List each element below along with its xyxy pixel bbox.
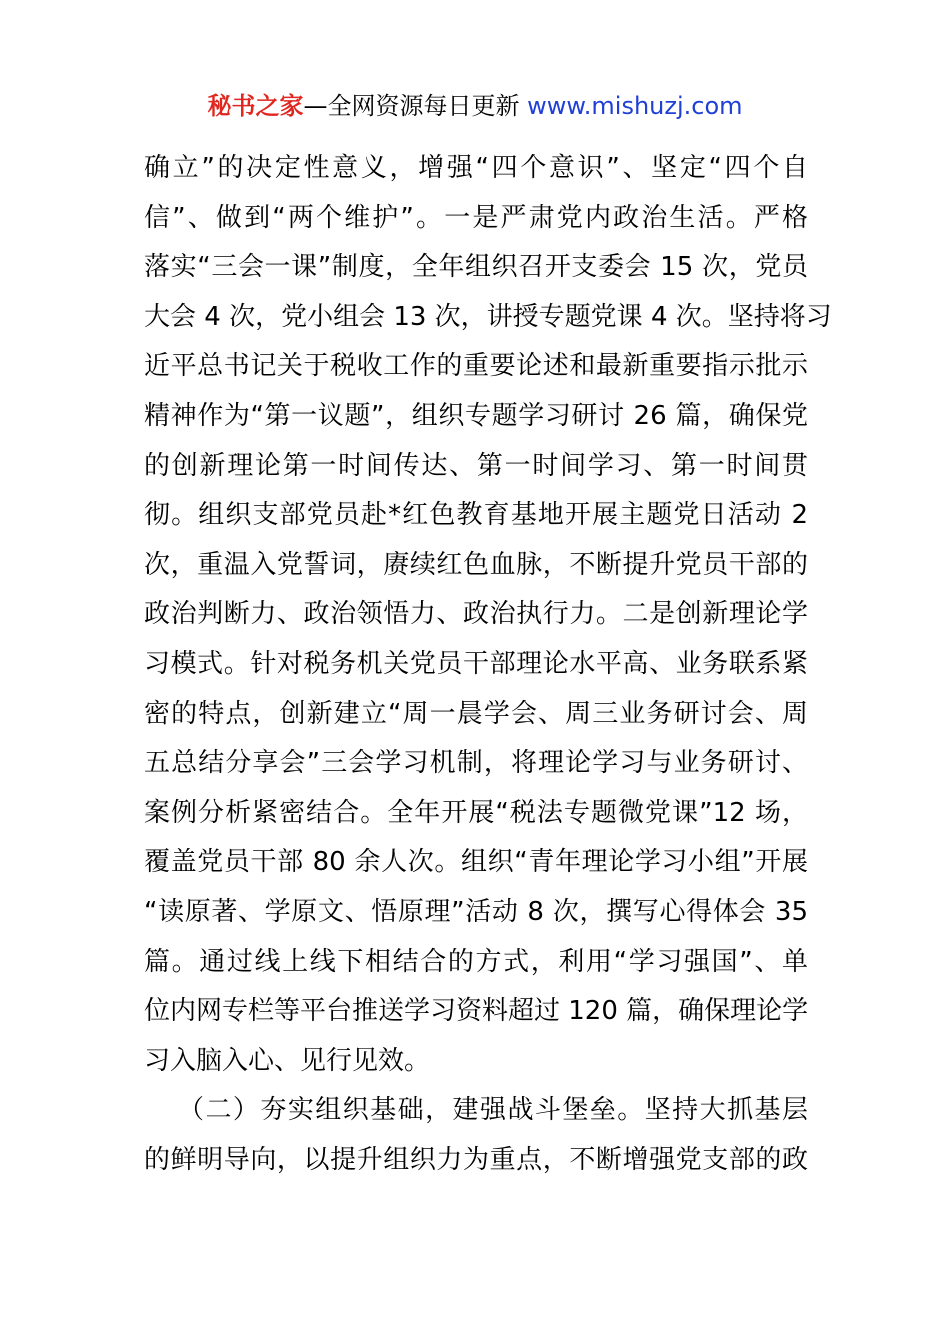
text-line: 案例分析紧密结合。全年开展“税法专题微党课”12 场， — [144, 797, 808, 828]
site-url-link[interactable]: www.mishuzj.com — [527, 92, 743, 120]
section-heading-line: （二）夯实组织基础，建强战斗堡垒。坚持大抓基层 — [178, 1095, 808, 1126]
text-line: 信”、做到“两个维护”。一是严肃党内政治生活。严格 — [144, 202, 808, 233]
text-line: 确立”的决定性意义，增强“四个意识”、坚定“四个自 — [144, 153, 808, 183]
text-line: 五总结分享会”三会学习机制，将理论学习与业务研讨、 — [144, 748, 808, 779]
brand-name: 秘书之家 — [207, 92, 304, 120]
header-slogan: —全网资源每日更新 — [303, 92, 528, 120]
text-line: 习入脑入心、见行见效。 — [144, 1045, 431, 1076]
text-line: 政治判断力、政治领悟力、政治执行力。二是创新理论学 — [144, 599, 808, 630]
paragraph-2 — [144, 1086, 808, 1185]
page-header — [0, 86, 950, 126]
text-line: 彻。组织支部党员赴*红色教育基地开展主题党日活动 2 — [144, 500, 808, 531]
text-line: 习模式。针对税务机关党员干部理论水平高、业务联系紧 — [144, 648, 808, 679]
text-line: 落实“三会一课”制度，全年组织召开支委会 15 次，党员 — [144, 252, 808, 283]
text-line: 篇。通过线上线下相结合的方式，利用“学习强国”、单 — [144, 946, 808, 977]
text-line: 次，重温入党誓词，赓续红色血脉，不断提升党员干部的 — [144, 549, 808, 580]
text-line: 的创新理论第一时间传达、第一时间学习、第一时间贯 — [144, 450, 808, 481]
text-line: 精神作为“第一议题”，组织专题学习研讨 26 篇，确保党 — [144, 400, 808, 431]
text-line: “读原著、学原文、悟原理”活动 8 次，撰写心得体会 35 — [144, 896, 808, 927]
text-line: 位内网专栏等平台推送学习资料超过 120 篇，确保理论学 — [144, 996, 809, 1027]
text-line: 大会 4 次，党小组会 13 次，讲授专题党课 4 次。坚持将习 — [144, 301, 832, 332]
paragraph-1 — [144, 144, 832, 1086]
text-line: 近平总书记关于税收工作的重要论述和最新重要指示批示 — [144, 351, 808, 382]
text-line: 的鲜明导向，以提升组织力为重点，不断增强党支部的政 — [144, 1144, 808, 1175]
document-body — [144, 144, 832, 1185]
text-line: 密的特点，创新建立“周一晨学会、周三业务研讨会、周 — [144, 698, 808, 729]
text-line: 覆盖党员干部 80 余人次。组织“青年理论学习小组”开展 — [144, 847, 808, 878]
